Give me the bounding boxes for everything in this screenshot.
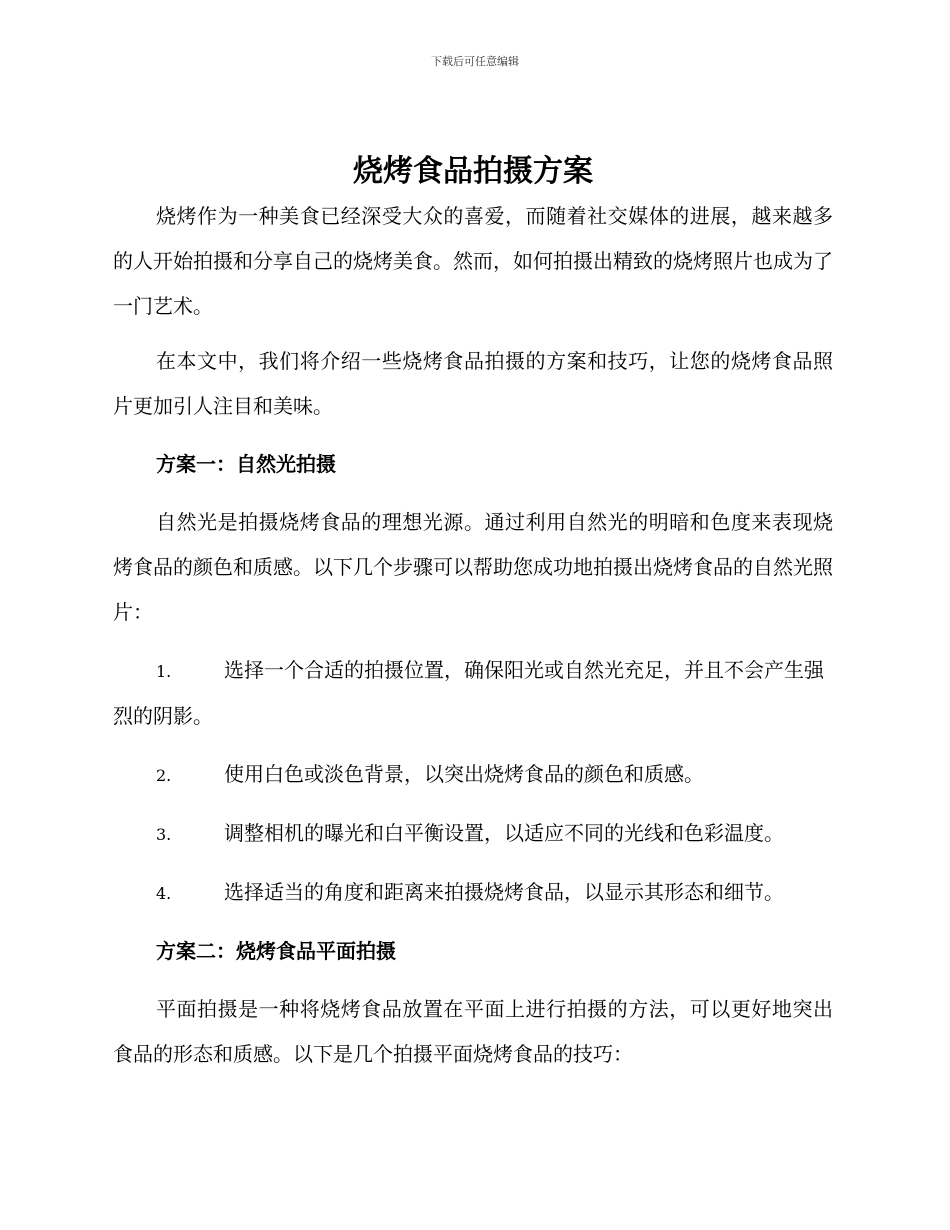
list-item-number: 2. [156, 766, 172, 785]
list-item-text: 选择一个合适的拍摄位置，确保阳光或自然光充足，并且不会产生强烈的阴影。 [113, 658, 824, 728]
list-item-number: 4. [156, 884, 172, 903]
intro-paragraph-2: 在本文中，我们将介绍一些烧烤食品拍摄的方案和技巧，让您的烧烤食品照片更加引人注目和美味。 [113, 349, 833, 418]
list-item-number: 3. [156, 825, 172, 844]
list-item [113, 648, 833, 739]
list-item [113, 811, 833, 857]
section-heading-2: 方案二：烧烤食品平面拍摄 [156, 939, 396, 963]
header-note: 下载后可任意编辑 [431, 55, 519, 68]
document-body [113, 150, 833, 1077]
intro-paragraph-1: 烧烤作为一种美食已经深受大众的喜爱，而随着社交媒体的进展，越来越多的人开始拍摄和分享自己的烧烤美食。然而，如何拍摄出精致的烧烤照片也成为了一门艺术。 [113, 204, 833, 318]
section1-paragraph: 自然光是拍摄烧烤食品的理想光源。通过利用自然光的明暗和色度来表现烧烤食品的颜色和质感。以下几个步骤可以帮助您成功地拍摄出烧烤食品的自然光照片： [113, 510, 833, 624]
section2-paragraph: 平面拍摄是一种将烧烤食品放置在平面上进行拍摄的方法，可以更好地突出食品的形态和质感。以下是几个拍摄平面烧烤食品的技巧： [113, 997, 833, 1066]
list-item [113, 870, 833, 916]
section-heading-1: 方案一：自然光拍摄 [156, 452, 336, 476]
list-item [113, 752, 833, 798]
list-item-number: 1. [156, 662, 172, 681]
list-item-text: 使用白色或淡色背景，以突出烧烤食品的颜色和质感。 [224, 762, 704, 786]
list-item-text: 选择适当的角度和距离来拍摄烧烤食品，以显示其形态和细节。 [224, 880, 784, 904]
document-title: 烧烤食品拍摄方案 [353, 154, 593, 189]
list-item-text: 调整相机的曝光和白平衡设置，以适应不同的光线和色彩温度。 [224, 821, 784, 845]
